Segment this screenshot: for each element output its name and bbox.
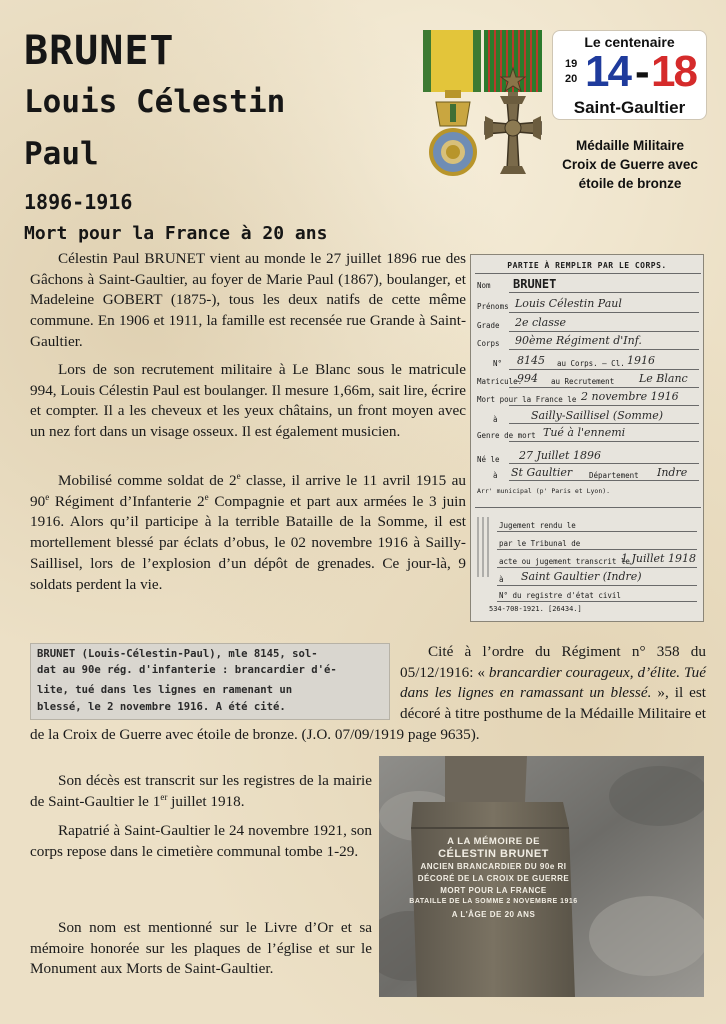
register-value-matricule: 994 — [517, 372, 538, 385]
logo-14: 14 — [585, 47, 630, 96]
register-label-jugement1: Jugement rendu le — [499, 521, 576, 530]
grave-line5: MORT POUR LA FRANCE — [440, 886, 547, 895]
register-label-jugement5: N° du registre d'état civil — [499, 591, 621, 600]
logo-year-19: 19 — [565, 58, 578, 70]
register-side-note — [474, 517, 490, 577]
clipping-line3: lite, tué dans les lignes en ramenant un — [37, 684, 293, 696]
medals-caption — [540, 136, 720, 193]
life-years: 1896-1916 — [24, 190, 133, 214]
register-label-nom: Nom — [477, 281, 491, 290]
register-value-mort-date: 2 novembre 1916 — [581, 390, 679, 403]
register-value-grade: 2e classe — [515, 316, 567, 329]
logo-bottom-text: Saint-Gaultier — [573, 98, 686, 117]
register-label-jugement2: par le Tribunal de — [499, 539, 581, 548]
register-value-mort-lieu: Sailly-Saillisel (Somme) — [531, 409, 664, 422]
register-value-ne-lieu: St Gaultier — [511, 466, 573, 479]
register-label-jugement3: acte ou jugement transcrit le — [499, 557, 630, 566]
medals-caption-line1: Médaille Militaire — [575, 138, 685, 153]
register-value-corps: 90ème Régiment d'Inf. — [515, 334, 642, 347]
centenaire-logo — [552, 30, 707, 120]
clipping-line2: dat au 90e rég. d'infanterie : brancardier d'é- — [37, 664, 337, 676]
medaille-militaire-icon — [428, 90, 478, 178]
register-value-no: 8145 — [517, 354, 545, 367]
recruitment-paragraph: Lors de son recrutement militaire à Le Blanc sous le matricule 994, Louis Célestin Paul est boulanger. Il mesure 1,66m, sait lire, écrire et compter. Il a les cheveux et les yeux châtains, un front moyen avec un nez fort dans un visage osseux. Il est également musicien. — [30, 361, 466, 441]
register-label-genre: Genre de mort — [477, 431, 536, 440]
register-value-classe: 1916 — [627, 354, 655, 367]
logo-top-text: Le centenaire — [584, 34, 675, 50]
logo-dash: - — [635, 47, 650, 96]
bronze-star-icon — [501, 68, 525, 91]
grave-line6: BATAILLE DE LA SOMME 2 NOVEMBRE 1916 — [409, 898, 578, 905]
clipping-line1: BRUNET (Louis-Célestin-Paul), mle 8145, sol- — [37, 648, 318, 660]
grave-line1: A LA MÉMOIRE DE — [447, 836, 540, 847]
death-transcription-paragraph: Son décès est transcrit sur les registres de la mairie de Saint-Gaultier le 1er juillet 1918. — [30, 772, 372, 810]
register-label-recrutement: au Recrutement — [551, 377, 615, 386]
logo-years — [563, 47, 698, 97]
register-label-no: N° — [493, 359, 503, 368]
register-label-a: à — [493, 415, 498, 424]
register-label-a2: à — [493, 471, 498, 480]
register-label-departement: Département — [589, 471, 639, 480]
medals-caption-line2: Croix de Guerre avec — [562, 157, 698, 172]
newspaper-clipping — [30, 643, 390, 720]
register-label-corps: Corps — [477, 339, 500, 348]
grave-line3: ANCIEN BRANCARDIER DU 90e RI — [420, 862, 567, 871]
medals-caption-line3: étoile de bronze — [578, 176, 682, 191]
register-value-prenoms: Louis Célestin Paul — [515, 297, 622, 310]
given-names-line2: Paul — [24, 136, 99, 172]
given-names-line1: Louis Célestin — [24, 84, 286, 120]
register-value-transcrit: 1 Juillet 1918 — [621, 552, 696, 565]
medaille-militaire-ribbon — [423, 30, 481, 92]
register-label-grade: Grade — [477, 321, 500, 330]
register-label-matricule: Matricule. — [477, 377, 523, 386]
memorial-paragraph: Son nom est mentionné sur le Livre d’Or et sa mémoire honorée sur les plaques de l’église et sur le Monument aux Morts de Saint-Gaultier. — [30, 919, 372, 978]
clipping-line4: blessé, le 2 novembre 1916. A été cité. — [37, 701, 286, 713]
grave-photo — [379, 756, 704, 997]
repatriation-paragraph: Rapatrié à Saint-Gaultier le 24 novembre 1921, son corps repose dans le cimetière communal tombe 1-29. — [30, 822, 372, 860]
surname-title: BRUNET — [24, 28, 175, 74]
citation-quote: brancardier courageux, d’élite. Tué dans les lignes en ramassant un blessé. — [400, 663, 706, 702]
register-value-transcrit-lieu: Saint Gaultier (Indre) — [521, 570, 642, 583]
register-value-nom: BRUNET — [513, 277, 557, 291]
logo-year-20: 20 — [565, 73, 578, 85]
register-label-ne: Né le — [477, 455, 500, 464]
register-value-departement: Indre — [657, 466, 688, 479]
grave-line2: CÉLESTIN BRUNET — [438, 848, 549, 860]
register-label-prenoms: Prénoms — [477, 302, 509, 311]
mobilisation-paragraph: Mobilisé comme soldat de 2e classe, il arrive le 11 avril 1915 au 90e Régiment d’Infanterie 2e Compagnie et part aux armées le 3 juin 1916. Alors qu’il participe à la terrible Bataille de la Somme, il est mortellement blessé par éclats d’obus, le 02 novembre 1916 à Sailly-Saillisel, lors de l’explosion d’un dépôt de grenades. Ce jour-là, 9 soldats perdent la vie. — [30, 470, 466, 593]
epitaph: Mort pour la France à 20 ans — [24, 223, 328, 244]
register-value-ne-date: 27 Juillet 1896 — [519, 449, 601, 462]
croix-de-guerre-icon — [480, 60, 546, 180]
register-header: PARTIE À REMPLIR PAR LE CORPS. — [507, 261, 667, 270]
register-label-mort: Mort pour la France le — [477, 395, 577, 404]
register-value-genre: Tué à l'ennemi — [543, 426, 626, 439]
citation-paragraph: Cité à l’ordre du Régiment n° 358 du 05/12/1916: « brancardier courageux, d’élite. Tué dans les lignes en ramassant un blessé. », il est décoré à titre posthume de la Médaille Militaire et de la Croix de Guerre avec étoile de bronze. (J.O. 07/09/1919 page 9635). — [30, 643, 706, 743]
birth-paragraph: Célestin Paul BRUNET vient au monde le 27 juillet 1896 rue des Gâchons à Saint-Gaultier, au foyer de Marie Paul (1867), boulanger, et Madeleine GOBERT (1875-), tous les deux natifs de cette même commune. En 1906 et 1911, la famille est recensée rue Grande à Saint-Gaultier. — [30, 250, 466, 350]
register-label-arr: Arr' municipal (p' Paris et Lyon). — [477, 487, 611, 495]
register-label-au-corps: au Corps. — Cl. — [557, 359, 625, 368]
grave-line4: DÉCORÉ DE LA CROIX DE GUERRE — [417, 874, 570, 883]
register-value-recrutement: Le Blanc — [639, 372, 688, 385]
military-register-card — [470, 254, 704, 622]
grave-line7: A L'ÂGE DE 20 ANS — [451, 910, 536, 919]
logo-18: 18 — [651, 47, 696, 96]
register-label-jugement4: à — [499, 575, 504, 584]
register-footer: 534-708-1921. [26434.] — [489, 605, 582, 613]
